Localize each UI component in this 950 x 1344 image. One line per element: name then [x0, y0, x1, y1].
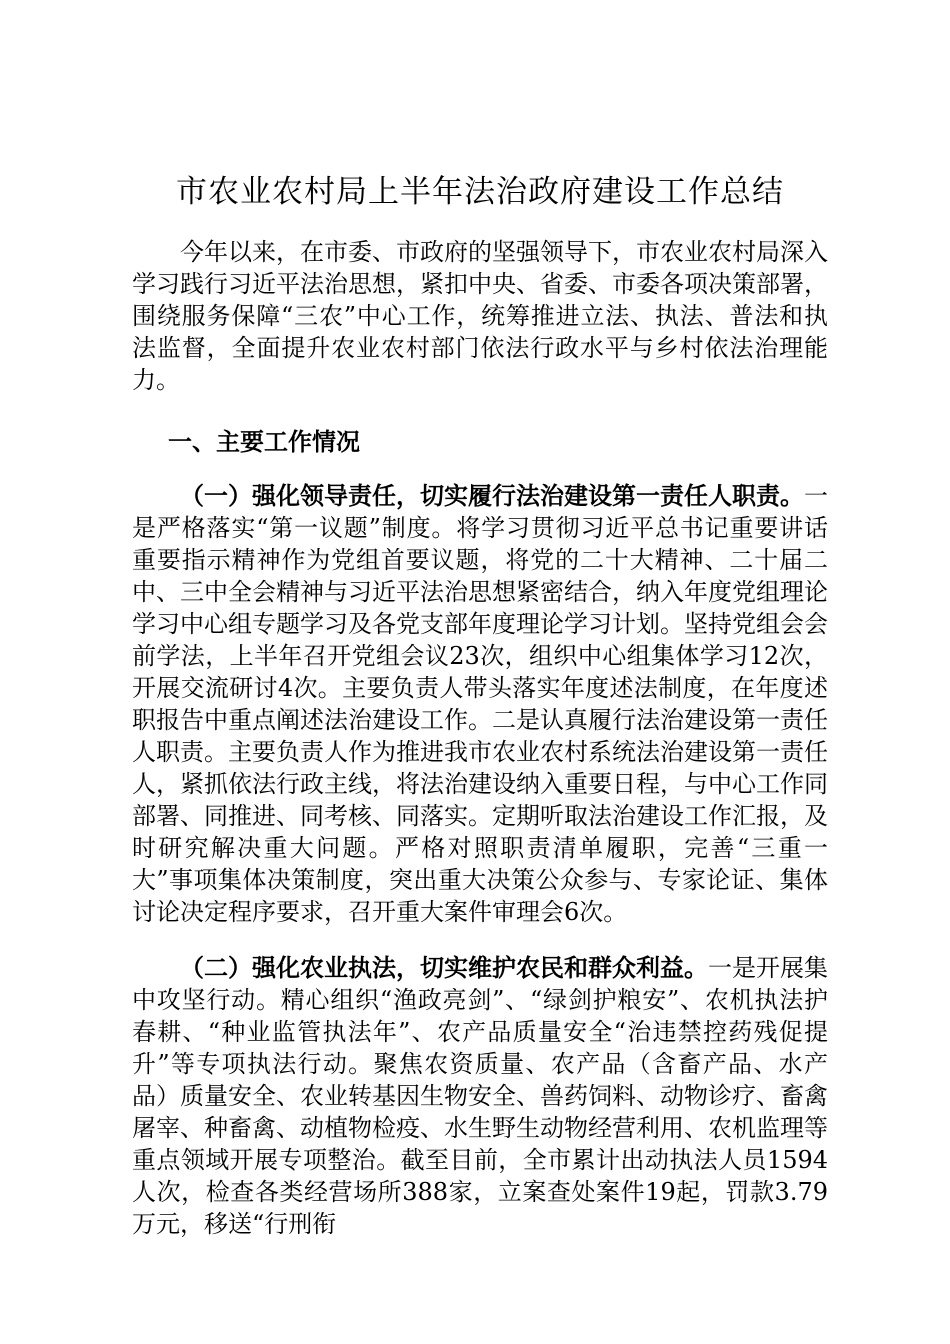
subsection-2-heading: （二）强化农业执法，切实维护农民和群众利益。	[180, 954, 708, 982]
subsection-1-paragraph	[132, 480, 828, 928]
intro-paragraph: 今年以来，在市委、市政府的坚强领导下，市农业农村局深入学习践行习近平法治思想，紧扣中央、省委、市委各项决策部署，围绕服务保障“三农”中心工作，统筹推进立法、执法、普法和执法监督，全面提升农业农村部门依法行政水平与乡村依法治理能力。	[132, 238, 828, 394]
subsection-2-body: 一是开展集中攻坚行动。精心组织“渔政亮剑”、“绿剑护粮安”、农机执法护春耕、“种业监管执法年”、农产品质量安全“治违禁控药残促提升”等专项执法行动。聚焦农资质量、农产品（含畜产品、水产品）质量安全、农业转基因生物安全、兽药饲料、动物诊疗、畜禽屠宰、种畜禽、动植物检疫、水生野生动物经营利用、农机监理等重点领域开展专项整治。截至目前，全市累计出动执法人员1594人次，检查各类经营场所388家，立案查处案件19起，罚款3.79万元，移送“行刑衔	[132, 954, 828, 1238]
document-page	[132, 170, 828, 1240]
document-title: 市农业农村局上半年法治政府建设工作总结	[176, 174, 784, 210]
subsection-1-body: 一是严格落实“第一议题”制度。将学习贯彻习近平总书记重要讲话重要指示精神作为党组首要议题，将党的二十大精神、二十届二中、三中全会精神与习近平法治思想紧密结合，纳入年度党组理论学习中心组专题学习及各党支部年度理论学习计划。坚持党组会会前学法，上半年召开党组会议23次，组织中心组集体学习12次，开展交流研讨4次。主要负责人带头落实年度述法制度，在年度述职报告中重点阐述法治建设工作。二是认真履行法治建设第一责任人职责。主要负责人作为推进我市农业农村系统法治建设第一责任人，紧抓依法行政主线，将法治建设纳入重要日程，与中心工作同部署、同推进、同考核、同落实。定期听取法治建设工作汇报，及时研究解决重大问题。严格对照职责清单履职，完善“三重一大”事项集体决策制度，突出重大决策公众参与、专家论证、集体讨论决定程序要求，召开重大案件审理会6次。	[132, 482, 828, 926]
section-heading-main-work: 一、主要工作情况	[168, 428, 360, 456]
subsection-2-paragraph	[132, 952, 828, 1240]
subsection-1-heading: （一）强化领导责任，切实履行法治建设第一责任人职责。	[180, 482, 804, 510]
